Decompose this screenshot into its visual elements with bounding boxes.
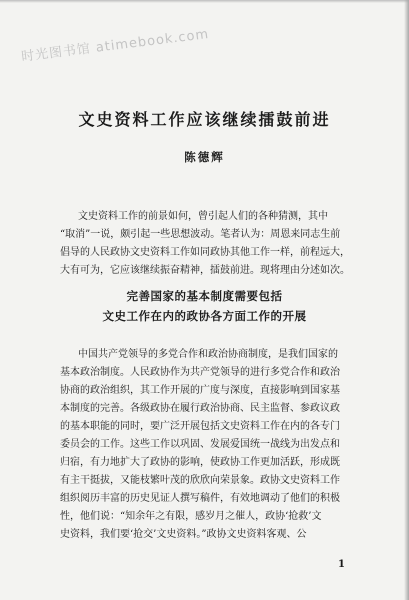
paragraph-line: 基本政治制度。人民政协作为共产党领导的进行多党合作和政治: [60, 367, 340, 378]
paragraph-line: 文史资料工作的前景如何，曾引起人们的各种猜测，其中: [78, 211, 328, 222]
paragraph-line: 史资料，我们要‘抢交’文史资料。”政协文史资料客观、公: [60, 529, 307, 540]
scan-edge-shadow-top: [0, 0, 409, 3]
paragraph-line: 大有可为，它应该继续振奋精神，擂鼓前进。现将理由分述如次。: [60, 265, 350, 276]
paragraph-line: 委员会的工作。这些工作以巩固、发展爱国统一战线为出发点和: [60, 439, 340, 450]
intro-paragraph: [60, 208, 360, 280]
watermark: 时光图书馆 atimebook.com: [20, 26, 210, 65]
paragraph-line: 协商的政治组织，其工作开展的广度与深度，直接影响到国家基: [60, 385, 340, 396]
article-author: 陈德辉: [184, 150, 225, 164]
section-heading-line-2: 文史工作在内的政协各方面工作的开展: [102, 309, 307, 323]
paragraph-line: “取消”一说，颇引起一些思想波动。笔者认为：周恩来同志生前: [60, 229, 341, 240]
paragraph-line: 有主干挺拔，又能枝繁叶茂的欣欣向荣景象。政协文史资料工作: [60, 475, 340, 486]
paragraph-line: 本制度的完善。各级政协在履行政治协商、民主监督、参政议政: [60, 403, 340, 414]
body-paragraph: [60, 346, 360, 544]
section-heading-line-1: 完善国家的基本制度需要包括: [126, 289, 283, 303]
paragraph-line: 归宿，有力地扩大了政协的影响，使政协工作更加活跃，形成既: [60, 457, 340, 468]
paragraph-line: 倡导的人民政协文史资料工作如同政协其他工作一样，前程远大，: [60, 247, 350, 258]
paragraph-line: 的基本职能的同时，要广泛开展包括文史资料工作在内的各专门: [60, 421, 340, 432]
paragraph-line: 中国共产党领导的多党合作和政治协商制度，是我们国家的: [78, 349, 338, 360]
article-title: 文史资料工作应该继续擂鼓前进: [78, 110, 331, 129]
paragraph-line: 性，他们说：“知余年之有限，感岁月之催人，政协‘抢救’文: [60, 511, 322, 522]
page-number: 1: [338, 559, 345, 570]
paragraph-line: 组织阅历丰富的历史见证人撰写稿件，有效地调动了他们的积极: [60, 493, 340, 504]
